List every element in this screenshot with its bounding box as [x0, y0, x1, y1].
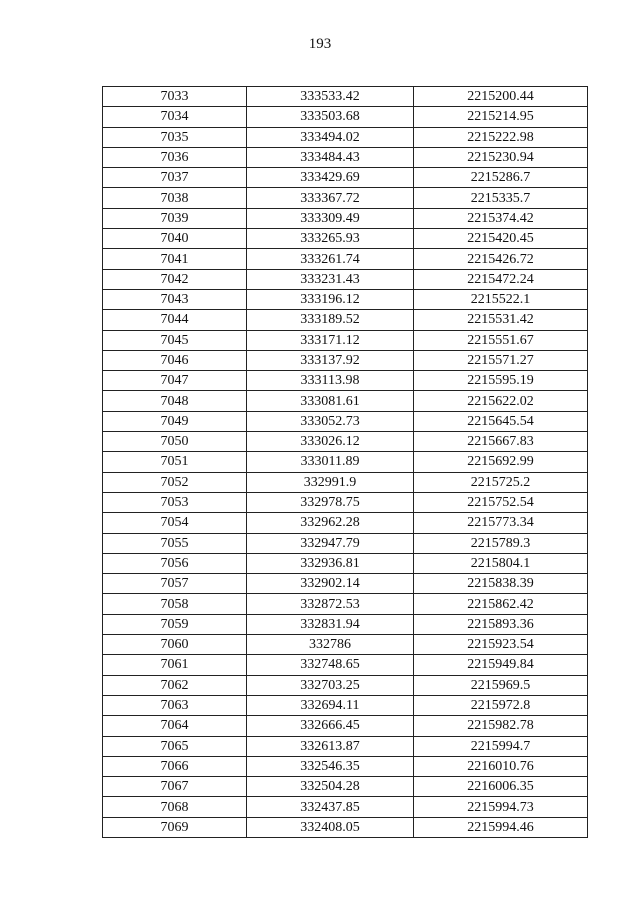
point-number-cell: 7061: [103, 655, 247, 675]
point-number-cell: 7044: [103, 310, 247, 330]
table-row: [103, 472, 588, 492]
table-row: [103, 330, 588, 350]
table-row: [103, 452, 588, 472]
x-coordinate-cell: 333429.69: [247, 168, 414, 188]
y-coordinate-cell: 2215645.54: [414, 411, 588, 431]
x-coordinate-cell: 332936.81: [247, 553, 414, 573]
point-number-cell: 7058: [103, 594, 247, 614]
point-number-cell: 7066: [103, 756, 247, 776]
point-number-cell: 7050: [103, 432, 247, 452]
table-row: [103, 756, 588, 776]
y-coordinate-cell: 2215230.94: [414, 147, 588, 167]
point-number-cell: 7047: [103, 371, 247, 391]
x-coordinate-cell: 332962.28: [247, 513, 414, 533]
point-number-cell: 7037: [103, 168, 247, 188]
y-coordinate-cell: 2215622.02: [414, 391, 588, 411]
point-number-cell: 7064: [103, 716, 247, 736]
y-coordinate-cell: 2215972.8: [414, 695, 588, 715]
y-coordinate-cell: 2215551.67: [414, 330, 588, 350]
table-row: [103, 127, 588, 147]
point-number-cell: 7068: [103, 797, 247, 817]
y-coordinate-cell: 2216006.35: [414, 777, 588, 797]
point-number-cell: 7051: [103, 452, 247, 472]
table-row: [103, 107, 588, 127]
point-number-cell: 7043: [103, 289, 247, 309]
x-coordinate-cell: 333494.02: [247, 127, 414, 147]
x-coordinate-cell: 332831.94: [247, 614, 414, 634]
x-coordinate-cell: 333503.68: [247, 107, 414, 127]
y-coordinate-cell: 2215893.36: [414, 614, 588, 634]
x-coordinate-cell: 333484.43: [247, 147, 414, 167]
y-coordinate-cell: 2215725.2: [414, 472, 588, 492]
table-row: [103, 614, 588, 634]
y-coordinate-cell: 2215994.46: [414, 817, 588, 837]
table-row: [103, 655, 588, 675]
x-coordinate-cell: 332666.45: [247, 716, 414, 736]
y-coordinate-cell: 2215571.27: [414, 350, 588, 370]
x-coordinate-cell: 333309.49: [247, 208, 414, 228]
table-row: [103, 736, 588, 756]
x-coordinate-cell: 333261.74: [247, 249, 414, 269]
y-coordinate-cell: 2215994.7: [414, 736, 588, 756]
table-row: [103, 411, 588, 431]
table-row: [103, 513, 588, 533]
table-row: [103, 716, 588, 736]
table-row: [103, 269, 588, 289]
table-row: [103, 492, 588, 512]
y-coordinate-cell: 2215335.7: [414, 188, 588, 208]
y-coordinate-cell: 2215789.3: [414, 533, 588, 553]
point-number-cell: 7042: [103, 269, 247, 289]
x-coordinate-cell: 332991.9: [247, 472, 414, 492]
x-coordinate-cell: 333533.42: [247, 87, 414, 107]
y-coordinate-cell: 2215595.19: [414, 371, 588, 391]
table-row: [103, 553, 588, 573]
table-row: [103, 168, 588, 188]
table-row: [103, 371, 588, 391]
table-row: [103, 188, 588, 208]
y-coordinate-cell: 2215923.54: [414, 635, 588, 655]
table-row: [103, 229, 588, 249]
table-row: [103, 147, 588, 167]
y-coordinate-cell: 2215214.95: [414, 107, 588, 127]
y-coordinate-cell: 2215692.99: [414, 452, 588, 472]
table-row: [103, 208, 588, 228]
x-coordinate-cell: 333081.61: [247, 391, 414, 411]
x-coordinate-cell: 333113.98: [247, 371, 414, 391]
x-coordinate-cell: 333171.12: [247, 330, 414, 350]
point-number-cell: 7041: [103, 249, 247, 269]
table-row: [103, 695, 588, 715]
point-number-cell: 7054: [103, 513, 247, 533]
y-coordinate-cell: 2215862.42: [414, 594, 588, 614]
x-coordinate-cell: 333026.12: [247, 432, 414, 452]
table-row: [103, 249, 588, 269]
x-coordinate-cell: 333265.93: [247, 229, 414, 249]
point-number-cell: 7053: [103, 492, 247, 512]
point-number-cell: 7055: [103, 533, 247, 553]
table-row: [103, 777, 588, 797]
y-coordinate-cell: 2215426.72: [414, 249, 588, 269]
x-coordinate-cell: 333196.12: [247, 289, 414, 309]
point-number-cell: 7059: [103, 614, 247, 634]
point-number-cell: 7062: [103, 675, 247, 695]
table-row: [103, 594, 588, 614]
point-number-cell: 7033: [103, 87, 247, 107]
y-coordinate-cell: 2215752.54: [414, 492, 588, 512]
y-coordinate-cell: 2215804.1: [414, 553, 588, 573]
x-coordinate-cell: 332703.25: [247, 675, 414, 695]
point-number-cell: 7035: [103, 127, 247, 147]
y-coordinate-cell: 2216010.76: [414, 756, 588, 776]
y-coordinate-cell: 2215531.42: [414, 310, 588, 330]
x-coordinate-cell: 333011.89: [247, 452, 414, 472]
y-coordinate-cell: 2215838.39: [414, 574, 588, 594]
y-coordinate-cell: 2215374.42: [414, 208, 588, 228]
x-coordinate-cell: 332437.85: [247, 797, 414, 817]
point-number-cell: 7069: [103, 817, 247, 837]
table-row: [103, 675, 588, 695]
table-row: [103, 533, 588, 553]
y-coordinate-cell: 2215200.44: [414, 87, 588, 107]
y-coordinate-cell: 2215522.1: [414, 289, 588, 309]
table-row: [103, 87, 588, 107]
y-coordinate-cell: 2215222.98: [414, 127, 588, 147]
point-number-cell: 7039: [103, 208, 247, 228]
point-number-cell: 7057: [103, 574, 247, 594]
table-row: [103, 574, 588, 594]
coordinates-table-body: [103, 87, 588, 838]
y-coordinate-cell: 2215420.45: [414, 229, 588, 249]
point-number-cell: 7065: [103, 736, 247, 756]
x-coordinate-cell: 332694.11: [247, 695, 414, 715]
x-coordinate-cell: 332978.75: [247, 492, 414, 512]
x-coordinate-cell: 332786: [247, 635, 414, 655]
x-coordinate-cell: 333137.92: [247, 350, 414, 370]
x-coordinate-cell: 333367.72: [247, 188, 414, 208]
x-coordinate-cell: 333052.73: [247, 411, 414, 431]
point-number-cell: 7034: [103, 107, 247, 127]
y-coordinate-cell: 2215472.24: [414, 269, 588, 289]
table-row: [103, 432, 588, 452]
point-number-cell: 7046: [103, 350, 247, 370]
point-number-cell: 7038: [103, 188, 247, 208]
x-coordinate-cell: 332613.87: [247, 736, 414, 756]
point-number-cell: 7063: [103, 695, 247, 715]
table-row: [103, 635, 588, 655]
x-coordinate-cell: 333231.43: [247, 269, 414, 289]
y-coordinate-cell: 2215982.78: [414, 716, 588, 736]
table-row: [103, 391, 588, 411]
coordinates-table: [102, 86, 588, 838]
table-row: [103, 797, 588, 817]
x-coordinate-cell: 332408.05: [247, 817, 414, 837]
x-coordinate-cell: 332872.53: [247, 594, 414, 614]
table-row: [103, 310, 588, 330]
x-coordinate-cell: 332504.28: [247, 777, 414, 797]
point-number-cell: 7056: [103, 553, 247, 573]
point-number-cell: 7052: [103, 472, 247, 492]
x-coordinate-cell: 332902.14: [247, 574, 414, 594]
point-number-cell: 7045: [103, 330, 247, 350]
table-row: [103, 350, 588, 370]
table-row: [103, 817, 588, 837]
point-number-cell: 7036: [103, 147, 247, 167]
x-coordinate-cell: 333189.52: [247, 310, 414, 330]
x-coordinate-cell: 332947.79: [247, 533, 414, 553]
page-number: 193: [308, 36, 332, 52]
point-number-cell: 7048: [103, 391, 247, 411]
x-coordinate-cell: 332748.65: [247, 655, 414, 675]
y-coordinate-cell: 2215969.5: [414, 675, 588, 695]
point-number-cell: 7060: [103, 635, 247, 655]
y-coordinate-cell: 2215667.83: [414, 432, 588, 452]
point-number-cell: 7049: [103, 411, 247, 431]
y-coordinate-cell: 2215773.34: [414, 513, 588, 533]
point-number-cell: 7067: [103, 777, 247, 797]
point-number-cell: 7040: [103, 229, 247, 249]
x-coordinate-cell: 332546.35: [247, 756, 414, 776]
y-coordinate-cell: 2215994.73: [414, 797, 588, 817]
y-coordinate-cell: 2215949.84: [414, 655, 588, 675]
y-coordinate-cell: 2215286.7: [414, 168, 588, 188]
table-row: [103, 289, 588, 309]
